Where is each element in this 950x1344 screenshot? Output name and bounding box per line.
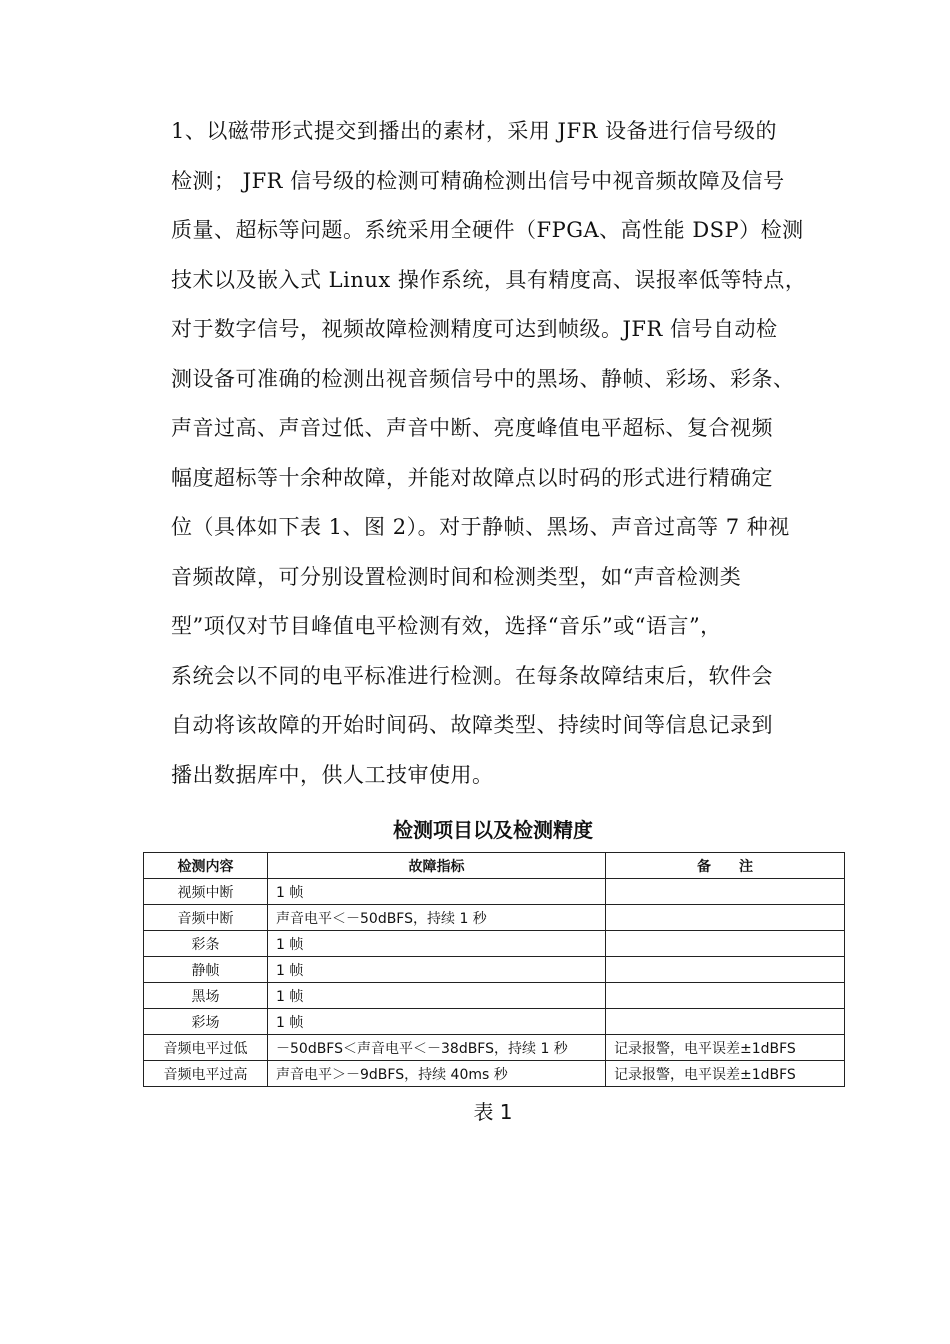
paragraph-line: 自动将该故障的开始时间码、故障类型、持续时间等信息记录到 <box>171 713 773 737</box>
cell-remarks <box>606 905 845 931</box>
table-row <box>144 905 845 931</box>
paragraph-line: 检测； JFR 信号级的检测可精确检测出信号中视音频故障及信号 <box>171 169 785 193</box>
paragraph-line: 声音过高、声音过低、声音中断、亮度峰值电平超标、复合视频 <box>171 416 773 440</box>
cell-detection-item: 彩场 <box>144 1009 268 1035</box>
table-caption: 表 1 <box>473 1100 513 1124</box>
table-row <box>144 1009 845 1035</box>
paragraph-line: 音频故障，可分别设置检测时间和检测类型，如“声音检测类 <box>171 565 742 589</box>
table-row <box>144 1061 845 1087</box>
paragraph-line: 测设备可准确的检测出视音频信号中的黑场、静帧、彩场、彩条、 <box>171 367 795 391</box>
cell-remarks: 记录报警，电平误差±1dBFS <box>606 1061 845 1087</box>
paragraph-line: 1、以磁带形式提交到播出的素材，采用 JFR 设备进行信号级的 <box>171 119 778 143</box>
header-fault-indicator: 故障指标 <box>268 853 606 879</box>
paragraph-line: 对于数字信号，视频故障检测精度可达到帧级。JFR 信号自动检 <box>171 317 778 341</box>
cell-fault-indicator: 1 帧 <box>268 1009 606 1035</box>
detection-spec-table <box>143 852 845 1087</box>
cell-detection-item: 彩条 <box>144 931 268 957</box>
header-detection-item: 检测内容 <box>144 853 268 879</box>
cell-fault-indicator: 1 帧 <box>268 879 606 905</box>
cell-fault-indicator: 1 帧 <box>268 957 606 983</box>
paragraph-line: 播出数据库中，供人工技审使用。 <box>171 763 494 787</box>
table-header-row <box>144 853 845 879</box>
table-row <box>144 1035 845 1061</box>
cell-detection-item: 视频中断 <box>144 879 268 905</box>
cell-fault-indicator: 声音电平＜－50dBFS，持续 1 秒 <box>268 905 606 931</box>
table-row <box>144 957 845 983</box>
table-row <box>144 931 845 957</box>
table-title: 检测项目以及检测精度 <box>393 818 593 842</box>
cell-remarks <box>606 1009 845 1035</box>
header-remarks: 备 注 <box>606 853 845 879</box>
cell-detection-item: 静帧 <box>144 957 268 983</box>
cell-detection-item: 音频电平过高 <box>144 1061 268 1087</box>
cell-fault-indicator: 声音电平＞－9dBFS，持续 40ms 秒 <box>268 1061 606 1087</box>
cell-remarks <box>606 983 845 1009</box>
table-row <box>144 879 845 905</box>
cell-remarks <box>606 879 845 905</box>
cell-remarks <box>606 957 845 983</box>
cell-detection-item: 音频电平过低 <box>144 1035 268 1061</box>
paragraph-line: 型”项仅对节目峰值电平检测有效，选择“音乐”或“语言”， <box>171 614 722 638</box>
cell-detection-item: 音频中断 <box>144 905 268 931</box>
paragraph-line: 系统会以不同的电平标准进行检测。在每条故障结束后，软件会 <box>171 664 773 688</box>
cell-fault-indicator: －50dBFS＜声音电平＜－38dBFS，持续 1 秒 <box>268 1035 606 1061</box>
table-row <box>144 983 845 1009</box>
cell-fault-indicator: 1 帧 <box>268 983 606 1009</box>
paragraph-line: 幅度超标等十余种故障，并能对故障点以时码的形式进行精确定 <box>171 466 773 490</box>
paragraph-line: 位（具体如下表 1、图 2）。对于静帧、黑场、声音过高等 7 种视 <box>171 515 790 539</box>
cell-fault-indicator: 1 帧 <box>268 931 606 957</box>
cell-remarks: 记录报警，电平误差±1dBFS <box>606 1035 845 1061</box>
paragraph-line: 技术以及嵌入式 Linux 操作系统，具有精度高、误报率低等特点， <box>171 268 807 292</box>
cell-detection-item: 黑场 <box>144 983 268 1009</box>
paragraph-line: 质量、超标等问题。系统采用全硬件（FPGA、高性能 DSP）检测 <box>171 218 804 242</box>
cell-remarks <box>606 931 845 957</box>
